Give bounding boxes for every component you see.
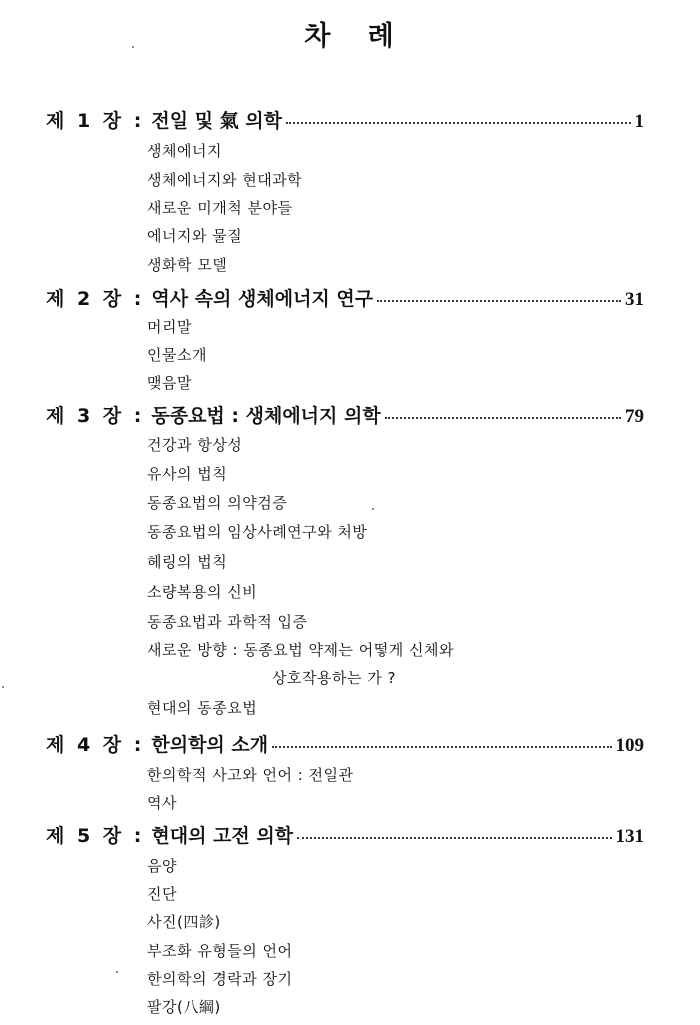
chapter-title: 한의학의 소개	[151, 734, 269, 756]
section-item: 동종요법의 의약검증	[147, 494, 288, 512]
section-item: 생체에너지와 현대과학	[147, 171, 303, 189]
chapter-1-heading	[46, 106, 644, 133]
chapter-title: 역사 속의 생체에너지 연구	[151, 288, 374, 310]
section-item: 새로운 미개척 분야들	[147, 199, 293, 217]
chapter-page-number: 1	[634, 111, 644, 132]
chapter-label: 제 1 장 :	[46, 110, 142, 132]
section-item: 팔강(八綱)	[147, 998, 221, 1016]
chapter-title: 전일 및 氣 의학	[151, 110, 282, 132]
chapter-page-number: 31	[625, 289, 644, 310]
section-item: 동종요법과 과학적 입증	[147, 613, 308, 631]
chapter-page-number: 79	[625, 406, 644, 427]
scan-speck	[372, 508, 374, 510]
dot-leader	[385, 417, 621, 419]
section-item: 진단	[147, 885, 177, 903]
chapter-title: 현대의 고전 의학	[151, 825, 294, 847]
scan-speck	[116, 971, 118, 973]
chapter-label: 제 3 장 :	[46, 405, 142, 427]
section-item: 건강과 항상성	[147, 436, 243, 454]
scan-speck	[2, 686, 4, 688]
chapter-page-number: 109	[615, 735, 644, 756]
scan-speck	[132, 46, 134, 48]
section-item: 동종요법의 임상사례연구와 처방	[147, 523, 368, 541]
chapter-3-heading	[46, 401, 644, 428]
chapter-label: 제 5 장 :	[46, 825, 142, 847]
dot-leader	[272, 746, 611, 748]
chapter-4-heading	[46, 730, 644, 757]
section-item: 헤링의 법칙	[147, 553, 228, 571]
dot-leader	[286, 122, 631, 124]
section-item: 인물소개	[147, 346, 207, 364]
chapter-5-heading	[46, 821, 644, 848]
section-item: 사진(四診)	[147, 913, 221, 931]
section-item: 유사의 법칙	[147, 465, 228, 483]
section-item: 부조화 유형들의 언어	[147, 942, 293, 960]
section-item: 새로운 방향 : 동종요법 약제는 어떻게 신체와	[147, 641, 454, 659]
section-item-continuation: 상호작용하는 가 ?	[272, 669, 396, 687]
chapter-page-number: 131	[615, 826, 644, 847]
section-item: 음양	[147, 857, 177, 875]
section-item: 역사	[147, 794, 177, 812]
section-item: 한의학의 경락과 장기	[147, 970, 293, 988]
section-item: 에너지와 물질	[147, 227, 243, 245]
chapter-title: 동종요법 : 생체에너지 의학	[151, 405, 381, 427]
dot-leader	[297, 837, 611, 839]
section-item: 소량복용의 신비	[147, 583, 258, 601]
chapter-label: 제 4 장 :	[46, 734, 142, 756]
section-item: 생체에너지	[147, 142, 222, 160]
section-item: 현대의 동종요법	[147, 699, 258, 717]
chapter-label: 제 2 장 :	[46, 288, 142, 310]
section-item: 한의학적 사고와 언어 : 전일관	[147, 766, 354, 784]
dot-leader	[377, 300, 621, 302]
page-title: 차 례	[304, 21, 396, 52]
section-item: 생화학 모델	[147, 256, 228, 274]
section-item: 맺음말	[147, 374, 192, 392]
section-item: 머리말	[147, 318, 192, 336]
chapter-2-heading	[46, 284, 644, 311]
